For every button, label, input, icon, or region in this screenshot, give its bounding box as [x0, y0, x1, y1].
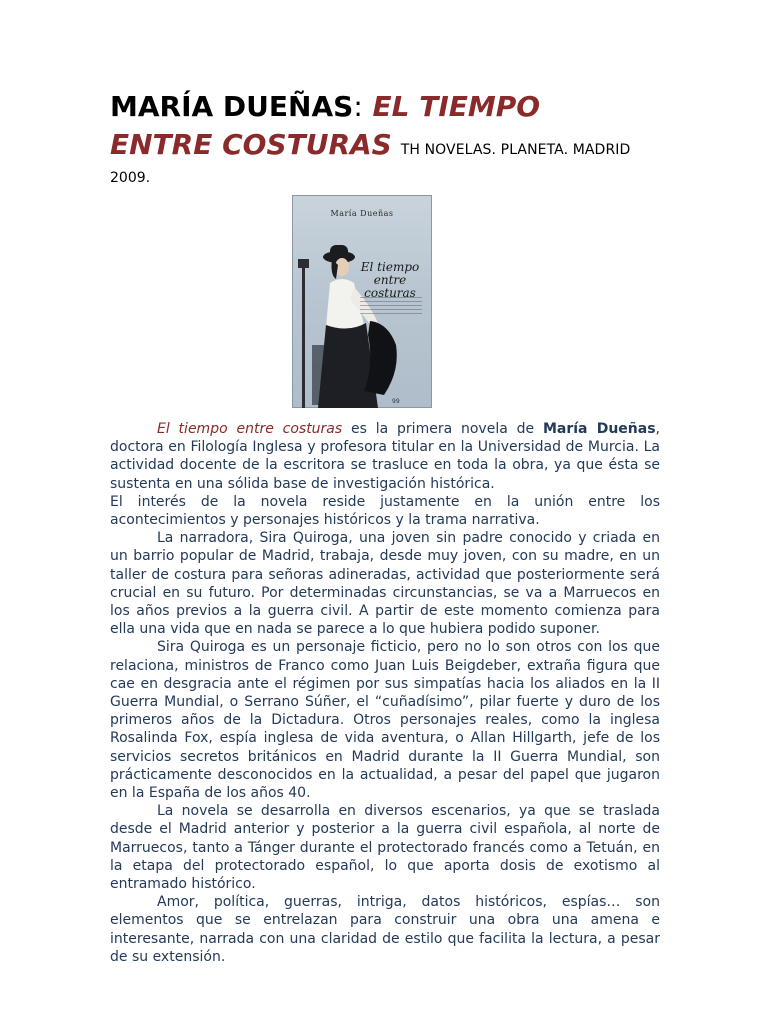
- paragraph-4: Sira Quiroga es un personaje ficticio, pero no lo son otros con los que relaciona, ministros de Franco como Juan Luis Beigdeber, extraña figura que cae en desgracia ante el régimen por sus simpatías hacia los aliados en la II Guerra Mundial, o Serrano Súñer, el “cuñadísimo”, pilar fuerte y duro de los primeros años de la Dictadura. Otros personajes reales, como la inglesa Rosalinda Fox, espía inglesa de vida aventura, o Allan Hillgarth, jefe de los servicios secretos británicos en Madrid durante la II Guerra Mundial, son prácticamente desconocidos en la actualidad, a pesar del papel que jugaron en la España de los años 40.: [110, 639, 660, 802]
- body-book-title: El tiempo entre costuras: [157, 421, 343, 437]
- cover-title: El tiempo entre costuras: [360, 260, 420, 300]
- paragraph-5: La novela se desarrolla en diversos escenarios, ya que se traslada desde el Madrid anterior y posterior a la guerra civil española, al norte de Marruecos, tanto a Tánger durante el protectorado francés como a Tetuán, en la etapa del protectorado español, lo que aporta dosis de exotismo al entramado histórico.: [110, 803, 660, 893]
- cover-blurb-lines: [360, 297, 422, 317]
- body-p1-mid: es la primera novela de: [342, 421, 543, 437]
- paragraph-2: El interés de la novela reside justamente en la unión entre los acontecimientos y personajes históricos y la trama narrativa.: [110, 493, 660, 529]
- body-p1-rest: , doctora en Filología Inglesa y profesora titular en la Universidad de Murcia. La actividad docente de la escritora se trasluce en toda la obra, ya que ésta se sustenta en una sólida base de investigación histórica.: [110, 421, 660, 492]
- heading-line-2: [110, 126, 670, 169]
- paragraph-1: [110, 420, 660, 493]
- heading-colon: :: [353, 90, 363, 123]
- cover-author: María Dueñas: [330, 209, 394, 218]
- book-cover-image: [292, 195, 432, 408]
- review-heading: [110, 88, 670, 187]
- heading-title-part-1: EL TIEMPO: [372, 90, 541, 123]
- review-body: [110, 420, 660, 966]
- heading-year: 2009.: [110, 170, 151, 186]
- paragraph-6: Amor, política, guerras, intriga, datos históricos, espías… son elementos que se entrelazan para construir una obra una amena e interesante, narrada con una claridad de estilo que facilita la lectura, a pesar de su extensión.: [110, 894, 660, 965]
- heading-title-part-2: ENTRE COSTURAS: [110, 128, 392, 161]
- paragraph-3: La narradora, Sira Quiroga, una joven sin padre conocido y criada en un barrio popular de Madrid, trabaja, desde muy joven, con su madre, en un taller de costura para señoras adineradas, actividad que posteriormente será crucial en su futuro. Por determinadas circunstancias, se va a Marruecos en los años previos a la guerra civil. A partir de este momento comienza para ella una vida que en nada se parece a lo que hubiera podido suponer.: [110, 530, 660, 638]
- heading-author: MARÍA DUEÑAS: [110, 90, 354, 123]
- cover-figure-hat-crown: [330, 245, 348, 258]
- body-author-name: María Dueñas: [542, 421, 656, 437]
- heading-publication: TH NOVELAS. PLANETA. MADRID: [400, 142, 631, 158]
- cover-lamp-head: [298, 259, 309, 268]
- cover-lamp-post: [302, 265, 305, 408]
- heading-line-1: [110, 88, 670, 126]
- cover-publisher-mark: 99: [392, 398, 400, 405]
